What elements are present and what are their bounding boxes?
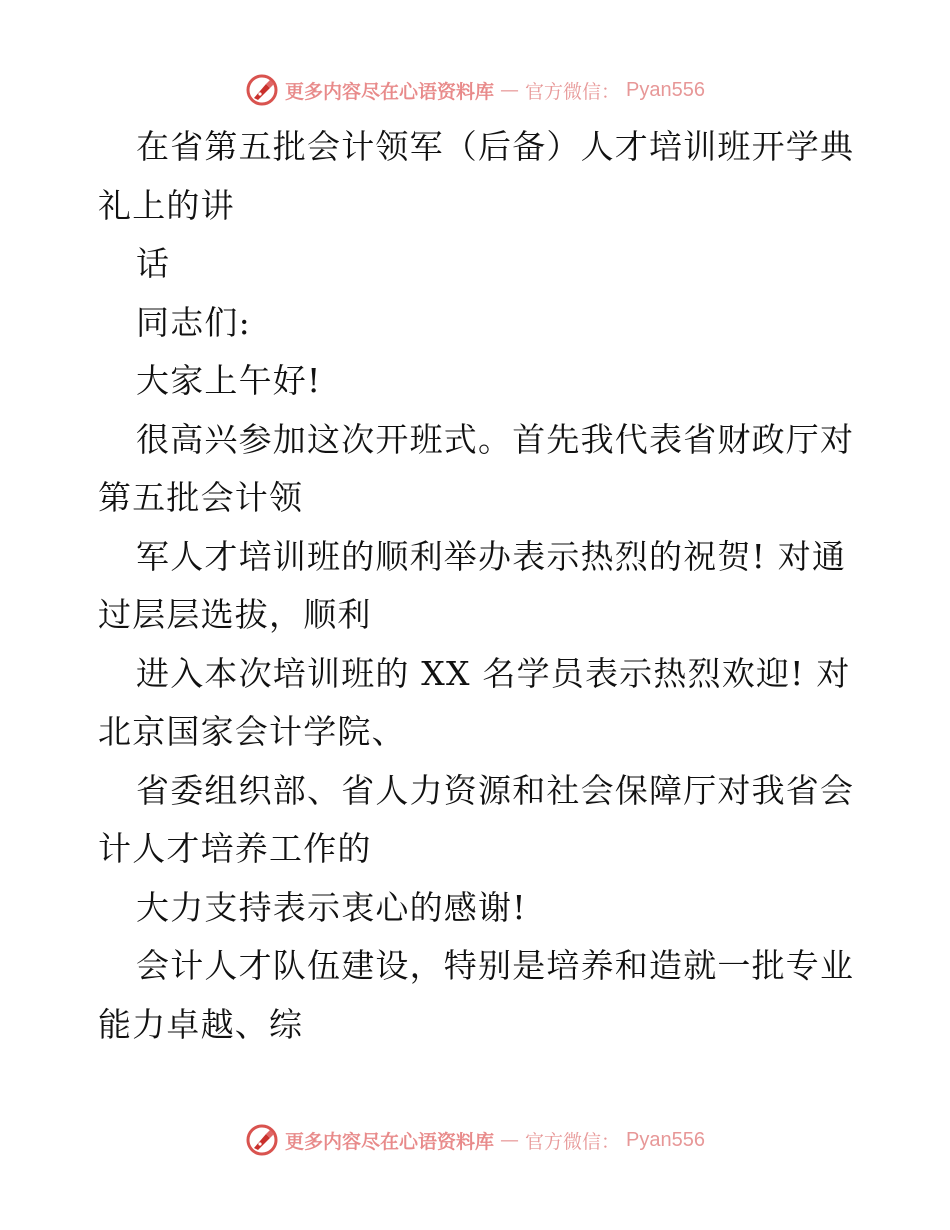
watermark-wechat-id: Pyan556 <box>626 1128 705 1151</box>
paragraph-line: 第五批会计领 <box>98 478 304 517</box>
watermark-wechat-id: Pyan556 <box>626 78 705 101</box>
watermark-site-text: 更多内容尽在心语资料库 <box>285 1130 495 1153</box>
paragraph-line: 军人才培训班的顺利举办表示热烈的祝贺! 对通 <box>136 536 847 576</box>
pen-nib-circle-icon <box>245 73 279 107</box>
watermark-dash: — <box>500 1129 520 1151</box>
footer-watermark <box>0 1120 950 1160</box>
paragraph-line: 大力支持表示衷心的感谢! <box>136 887 527 927</box>
watermark-site-text: 更多内容尽在心语资料库 <box>285 80 495 103</box>
pen-nib-circle-icon <box>245 1123 279 1157</box>
document-body <box>98 118 858 1054</box>
title-line-3: 话 <box>136 244 171 283</box>
paragraph-line: 北京国家会计学院、 <box>98 712 406 751</box>
paragraph-line: 省委组织部、省人力资源和社会保障厅对我省会 <box>136 770 855 810</box>
salutation-line: 同志们: <box>136 302 251 342</box>
watermark-wechat-label: 官方微信： <box>525 1130 621 1153</box>
paragraph-line: 很高兴参加这次开班式。首先我代表省财政厅对 <box>136 419 855 459</box>
paragraph-line: 过层层选拔，顺利 <box>98 595 372 634</box>
watermark-wechat-label: 官方微信： <box>525 80 621 103</box>
watermark-dash: — <box>500 79 520 101</box>
title-line-1: 在省第五批会计领军（后备）人才培训班开学典 <box>136 127 855 166</box>
title-line-2: 礼上的讲 <box>98 185 235 225</box>
paragraph-line: 能力卓越、综 <box>98 1004 304 1044</box>
paragraph-line: 计人才培养工作的 <box>98 829 372 868</box>
header-watermark <box>0 70 950 110</box>
greeting-line: 大家上午好! <box>136 361 322 400</box>
paragraph-line: 会计人才队伍建设，特别是培养和造就一批专业 <box>136 946 855 985</box>
paragraph-line: 进入本次培训班的 XX 名学员表示热烈欢迎! 对 <box>136 653 851 693</box>
